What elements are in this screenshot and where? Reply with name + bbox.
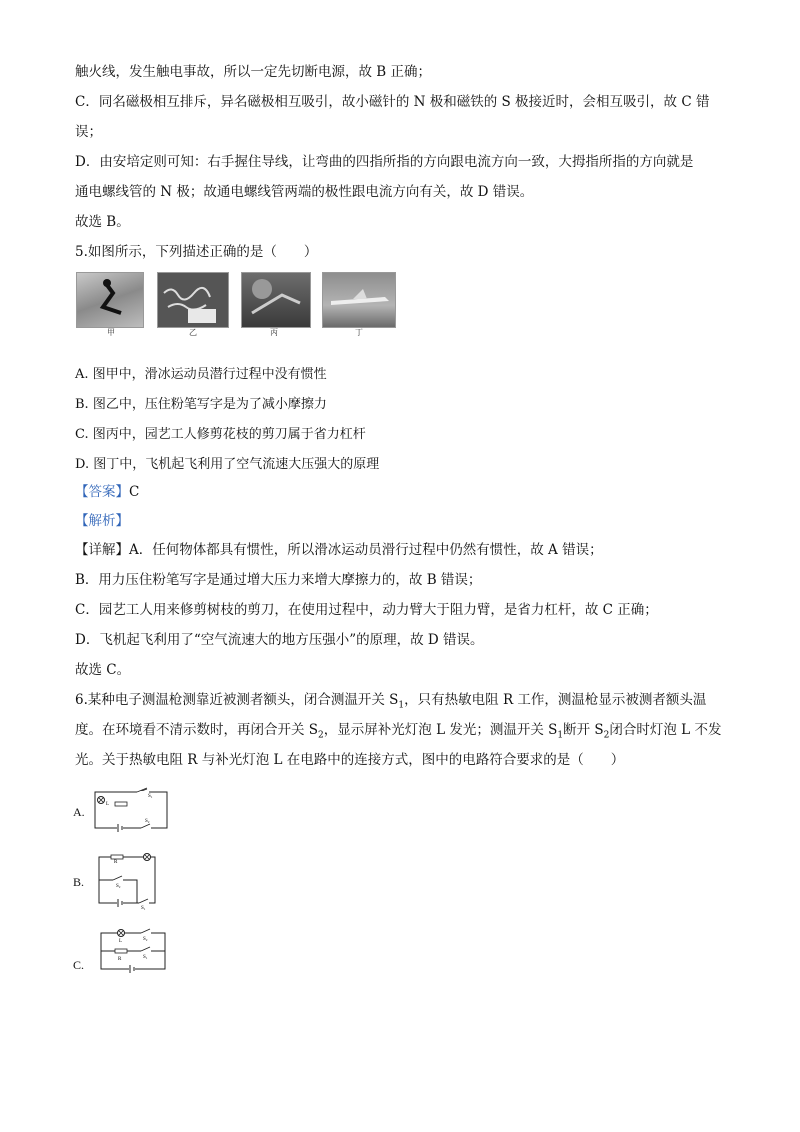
answer-value: C — [129, 484, 140, 500]
label-s2: S₂ — [145, 819, 150, 824]
circuit-c-diagram — [99, 927, 169, 973]
circuit-b-diagram — [97, 853, 167, 909]
detail-line: D．飞机起飞利用了“空气流速大的地方压强小”的原理，故 D 错误。 — [75, 632, 484, 648]
photo-caption: 丙 — [270, 328, 278, 337]
label-l: L — [119, 939, 123, 944]
question-5-stem: 5.如图所示，下列描述正确的是（ ） — [75, 244, 318, 260]
circuit-a-diagram — [93, 788, 169, 834]
analysis-line — [75, 511, 129, 531]
label-r: R — [118, 957, 122, 962]
option-a: A. 图甲中，滑冰运动员潜行过程中没有惯性 — [75, 367, 327, 382]
circuit-option-c-label: C. — [73, 958, 85, 972]
detail-line: C．园艺工人用来修剪树枝的剪刀，在使用过程中，动力臂大于阻力臂，是省力杠杆，故 C 正确； — [75, 602, 658, 618]
detail-line — [75, 540, 603, 560]
label-r: R — [114, 860, 118, 865]
label-s1: S₁ — [141, 906, 146, 911]
text-line: 故选 B。 — [75, 214, 130, 230]
photo-caption: 乙 — [189, 328, 197, 337]
option-c: C. 图丙中，园艺工人修剪花枝的剪刀属于省力杠杆 — [75, 427, 366, 442]
detail-line: B．用力压住粉笔写字是通过增大压力来增大摩擦力的，故 B 错误； — [75, 572, 482, 588]
photo-chalk-writing — [157, 272, 229, 328]
question-6-stem: 度。在环境看不清示数时，再闭合开关 $S_2$，显示屏补光灯泡 L 发光；测温开关 $S_1$断开 $S_2$闭合时灯泡 L 不发 — [75, 722, 722, 741]
text-line: 通电螺线管的 N 极；故通电螺线管两端的极性跟电流方向有关，故 D 错误。 — [75, 184, 534, 200]
analysis-tag: 【解析】 — [75, 513, 129, 529]
photo-caption: 丁 — [355, 328, 363, 337]
text-line: C．同名磁极相互排斥，异名磁极相互吸引，故小磁针的 N 极和磁铁的 S 极接近时，会相互吸引，故 C 错 — [75, 94, 710, 110]
photo-skater — [76, 272, 144, 328]
option-d: D. 图丁中，飞机起飞利用了空气流速大压强大的原理 — [75, 457, 380, 472]
photo-airplane — [322, 272, 396, 328]
question-6-stem: 光。关于热敏电阻 R 与补光灯泡 L 在电路中的连接方式，图中的电路符合要求的是（ ） — [75, 752, 625, 768]
answer-tag: 【答案】 — [75, 484, 129, 500]
option-b: B. 图乙中，压住粉笔写字是为了减小摩擦力 — [75, 397, 327, 412]
resistor-icon — [115, 949, 127, 953]
label-l: L — [106, 802, 110, 807]
label-s2: S₂ — [116, 884, 121, 889]
circuit-option-b-label: B. — [73, 875, 85, 889]
conclusion: 故选 C。 — [75, 662, 131, 678]
question-6-stem: 6.某种电子测温枪测靠近被测者额头，闭合测温开关 $S_1$，只有热敏电阻 R 工作，测温枪显示被测者额头温 — [75, 692, 707, 711]
label-s2: S₂ — [143, 937, 148, 942]
text-line: 触火线，发生触电事故，所以一定先切断电源，故 B 正确； — [75, 64, 432, 80]
detail-text: A．任何物体都具有惯性，所以滑冰运动员滑行过程中仍然有惯性，故 A 错误； — [129, 542, 603, 558]
answer-line — [75, 482, 139, 502]
resistor-icon — [115, 802, 127, 806]
detail-tag: 【详解】 — [75, 542, 129, 558]
circuit-option-a-label: A. — [73, 805, 85, 819]
text-line: D．由安培定则可知：右手握住导线，让弯曲的四指所指的方向跟电流方向一致，大拇指所指的方向就是 — [75, 154, 694, 170]
text-line: 误； — [75, 124, 102, 140]
photo-caption: 甲 — [107, 328, 115, 337]
label-s1: S₁ — [143, 955, 148, 960]
photo-gardener-shears — [241, 272, 311, 328]
label-s1: S₁ — [148, 794, 153, 799]
resistor-icon — [111, 855, 123, 859]
